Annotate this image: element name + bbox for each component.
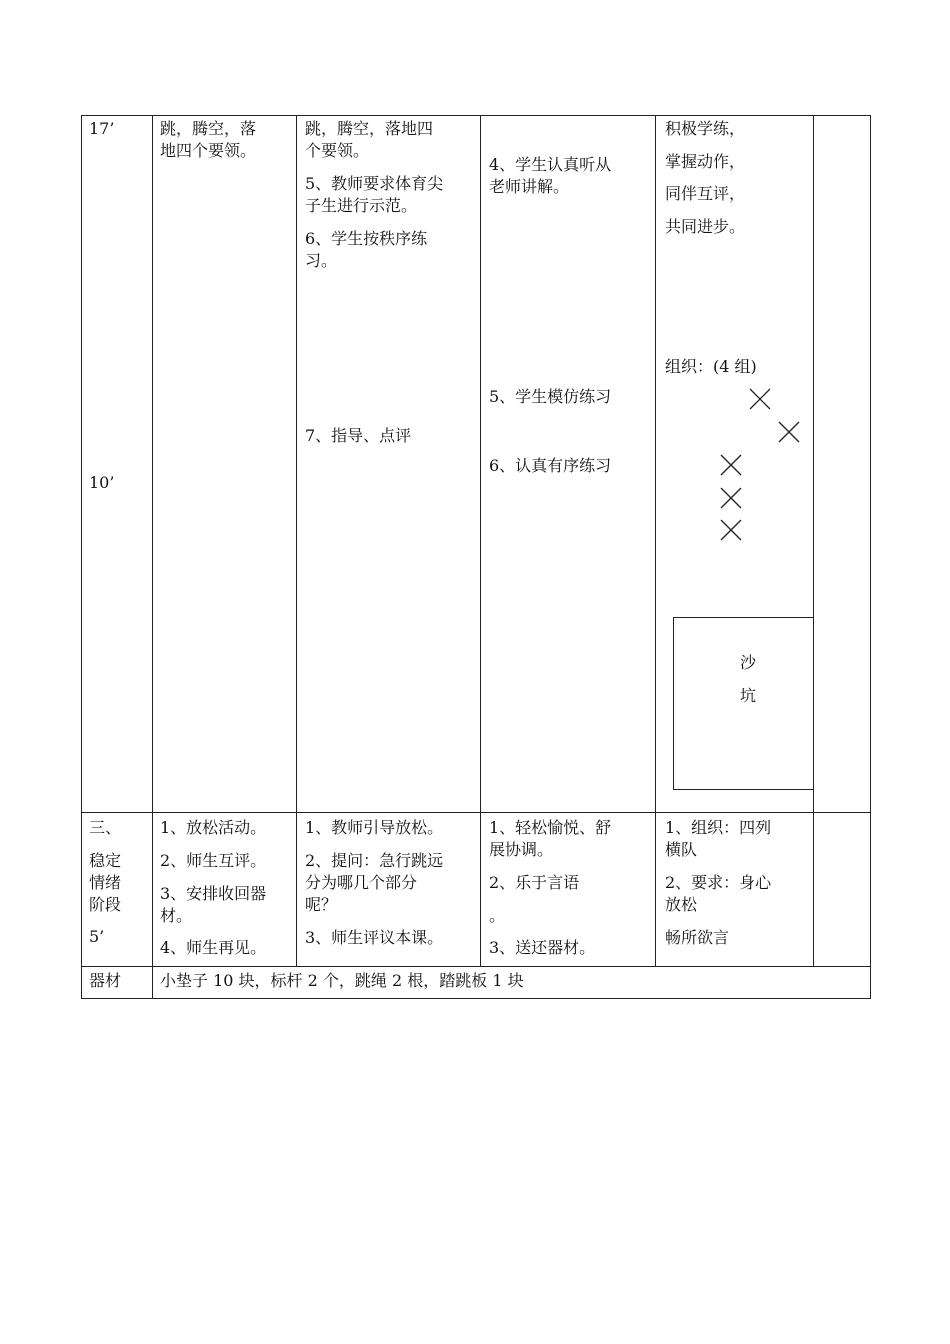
org-line: 横队 [665, 840, 698, 859]
student-line: 4、学生认真听从 [489, 155, 612, 174]
sand-pit-label: 坑 [740, 686, 757, 705]
student-line: 1、轻松愉悦、舒 [489, 818, 612, 837]
content-line: 2、师生互评。 [160, 851, 267, 870]
stage-label: 稳定 [89, 851, 122, 870]
org-line: 掌握动作， [665, 152, 746, 171]
group-label: 组织：(4 组) [665, 357, 757, 376]
teacher-line: 分为哪几个部分 [305, 873, 418, 892]
content-line: 4、师生再见。 [160, 938, 267, 957]
student-line: 2、乐于言语 [489, 873, 580, 892]
student-mark-icon [720, 519, 742, 541]
student-line: 6、认真有序练习 [489, 456, 612, 475]
teacher-line: 习。 [305, 251, 338, 270]
student-line: 老师讲解。 [489, 177, 570, 196]
row-divider-1 [81, 812, 871, 813]
org-line: 放松 [665, 895, 698, 914]
col-divider-3 [480, 115, 481, 967]
org-line: 积极学练， [665, 119, 746, 138]
time-10: 10’ [89, 473, 115, 492]
student-mark-icon [749, 388, 771, 410]
teacher-line: 子生进行示范。 [305, 196, 418, 215]
org-line: 共同进步。 [665, 217, 746, 236]
row-divider-2 [81, 966, 871, 967]
content-line: 地四个要领。 [160, 141, 257, 160]
content-line: 3、安排收回器 [160, 884, 267, 903]
table-border-top [81, 115, 871, 116]
teacher-line: 5、教师要求体育尖 [305, 174, 444, 193]
table-border-bottom [81, 998, 871, 999]
table-border-left [81, 115, 82, 999]
stage-label: 情绪 [89, 873, 122, 892]
teacher-line: 1、教师引导放松。 [305, 818, 444, 837]
col-divider-2 [296, 115, 297, 967]
content-line: 材。 [160, 906, 193, 925]
teacher-line: 7、指导、点评 [305, 426, 412, 445]
equipment-value: 小垫子 10 块，标杆 2 个，跳绳 2 根，踏跳板 1 块 [160, 971, 524, 990]
student-mark-icon [720, 454, 742, 476]
content-line: 1、放松活动。 [160, 818, 267, 837]
student-mark-icon [778, 421, 800, 443]
col-divider-5 [813, 115, 814, 967]
student-line: 。 [489, 906, 506, 925]
org-line: 畅所欲言 [665, 928, 730, 947]
teacher-line: 个要领。 [305, 141, 370, 160]
content-line: 跳，腾空，落 [160, 119, 257, 138]
time-17: 17’ [89, 119, 115, 138]
org-line: 同伴互评， [665, 184, 746, 203]
sand-pit-label: 沙 [740, 653, 757, 672]
teacher-line: 3、师生评议本课。 [305, 928, 444, 947]
equipment-label: 器材 [89, 971, 122, 990]
col-divider-4 [655, 115, 656, 967]
student-line: 5、学生模仿练习 [489, 387, 612, 406]
teacher-line: 6、学生按秩序练 [305, 229, 428, 248]
student-line: 3、送还器材。 [489, 938, 596, 957]
teacher-line: 呢？ [305, 895, 338, 914]
org-line: 2、要求：身心 [665, 873, 772, 892]
student-mark-icon [720, 487, 742, 509]
stage-time: 5’ [89, 927, 105, 946]
col-divider-1 [152, 115, 153, 999]
org-line: 1、组织：四列 [665, 818, 772, 837]
student-line: 展协调。 [489, 840, 554, 859]
table-border-right [870, 115, 871, 999]
stage-label: 阶段 [89, 895, 122, 914]
stage-label: 三、 [89, 818, 122, 837]
teacher-line: 跳，腾空，落地四 [305, 119, 434, 138]
teacher-line: 2、提问：急行跳远 [305, 851, 444, 870]
